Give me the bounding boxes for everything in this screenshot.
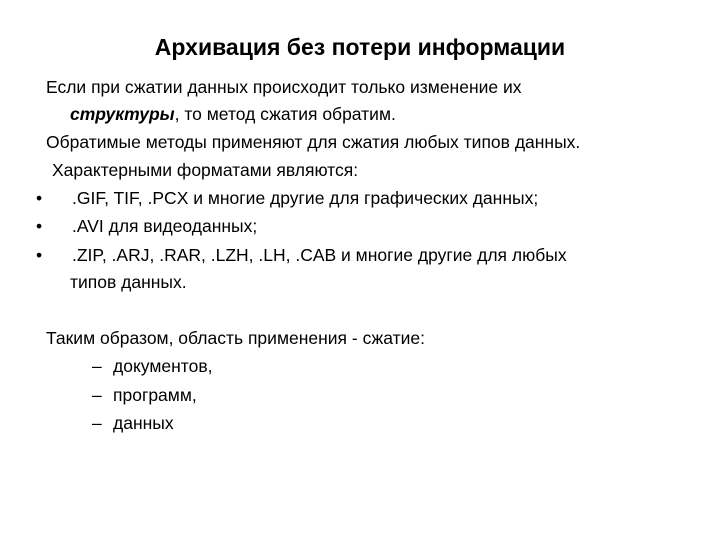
dash-icon: – [92,413,102,433]
bullet-icon: • [36,216,43,236]
bullet-item-zip-line-1: .ZIP, .ARJ, .RAR, .LZH, .LH, .CAB и многие другие для любых [72,245,567,265]
bullet-icon: • [36,245,43,265]
dash-icon: – [92,385,102,405]
paragraph-1-line-2-rest: , то метод сжатия обратим. [174,104,396,124]
slide-title: Архивация без потери информации [154,34,566,60]
bullet-item-gif: .GIF, TIF, .PCX и многие другие для графических данных; [72,188,539,208]
bullet-icon: • [36,188,43,208]
paragraph-3: Характерными форматами являются: [52,160,359,180]
paragraph-2: Обратимые методы применяют для сжатия любых типов данных. [46,132,581,152]
paragraph-1-line-1: Если при сжатии данных происходит только изменение их [46,77,522,97]
paragraph-4: Таким образом, область применения - сжатие: [46,328,425,348]
paragraph-1-line-2 [70,103,396,125]
dash-icon: – [92,356,102,376]
dash-item-programs: программ, [113,385,197,405]
dash-item-data: данных [113,413,174,433]
emphasized-word: структуры [70,104,175,124]
dash-item-documents: документов, [113,356,213,376]
bullet-item-avi: .AVI для видеоданных; [72,216,258,236]
bullet-item-zip-line-2: типов данных. [70,272,187,292]
